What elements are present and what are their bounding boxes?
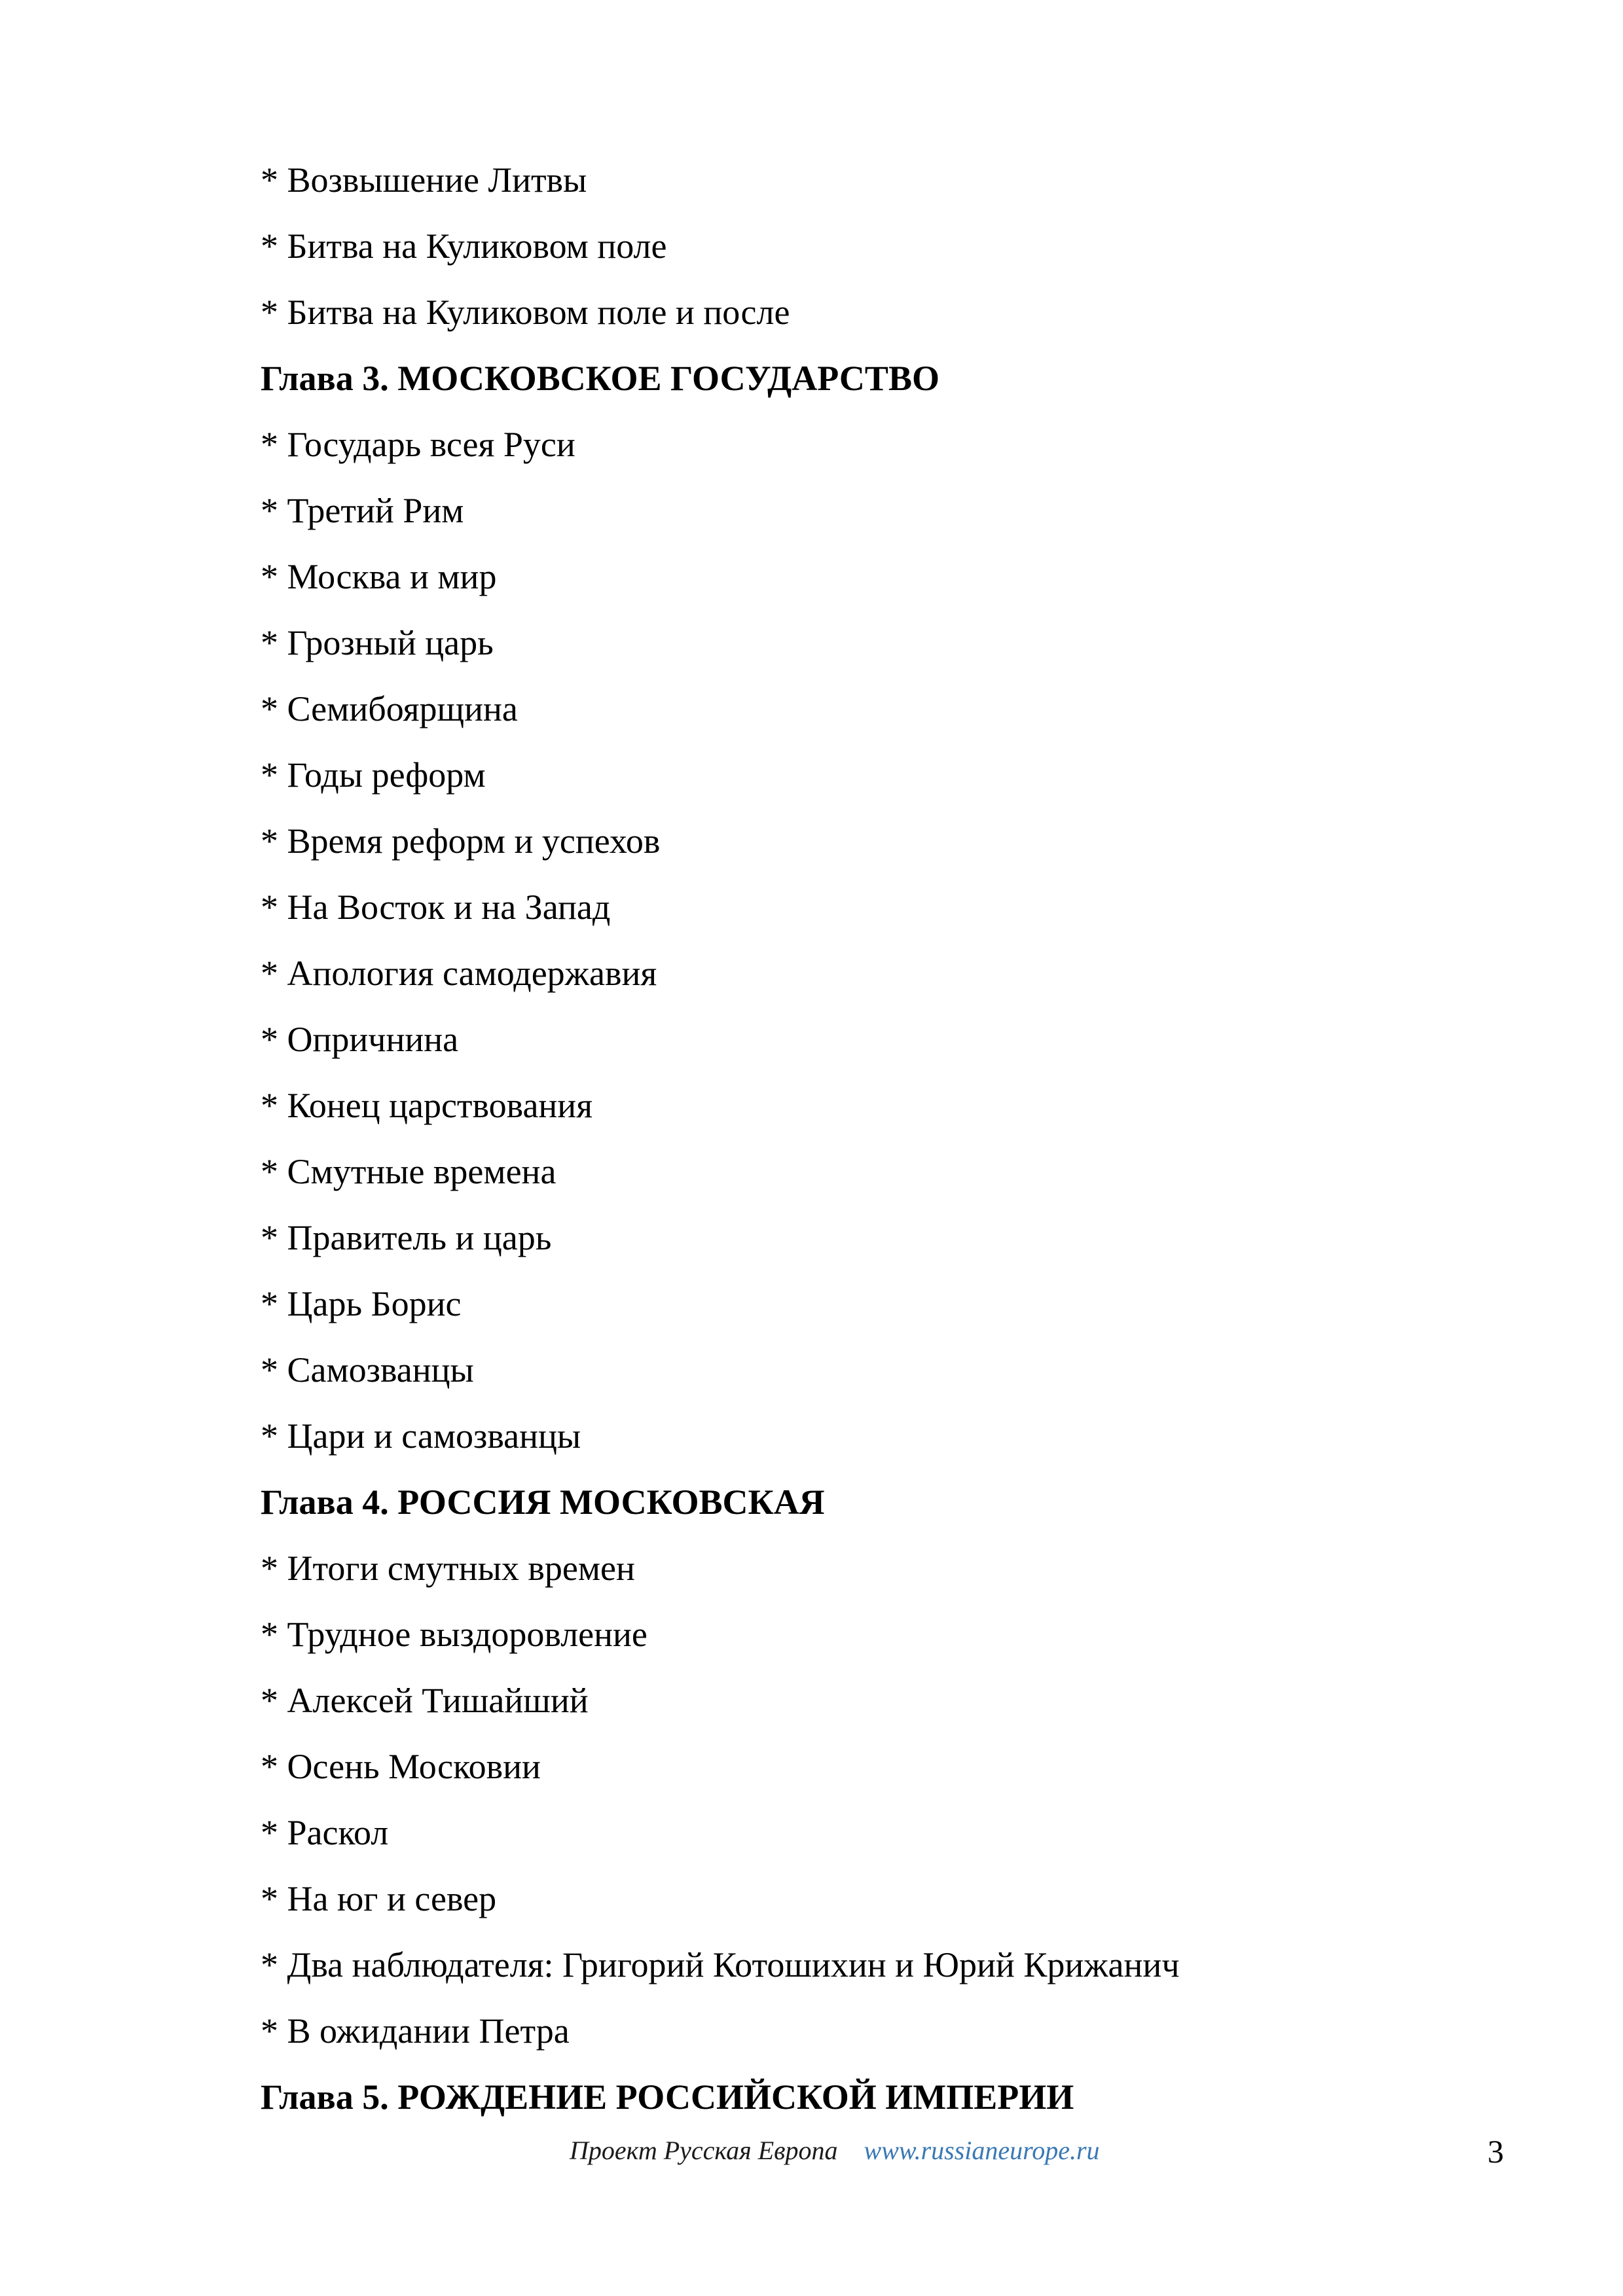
table-of-contents	[261, 147, 1504, 2130]
toc-entry: * Итоги смутных времен	[261, 1549, 635, 1588]
toc-entry: * Государь всея Руси	[261, 425, 575, 464]
toc-entry: * Грозный царь	[261, 623, 494, 662]
toc-entry: * Алексей Тишайший	[261, 1681, 589, 1720]
toc-entry: * Битва на Куликовом поле и после	[261, 293, 790, 332]
toc-entry: * Трудное выздоровление	[261, 1615, 647, 1654]
toc-entry: * Два наблюдателя: Григорий Котошихин и Юрий Крижанич	[261, 1945, 1180, 1984]
toc-entry: * Осень Московии	[261, 1747, 541, 1786]
chapter-heading: Глава 3. МОСКОВСКОЕ ГОСУДАРСТВО	[261, 359, 939, 398]
page-number: 3	[1487, 2133, 1504, 2170]
toc-entry: * Конец царствования	[261, 1086, 593, 1125]
toc-entry: * Возвышение Литвы	[261, 160, 587, 200]
toc-entry: * Семибоярщина	[261, 689, 518, 728]
toc-entry: * Апология самодержавия	[261, 954, 657, 993]
page-footer	[570, 2135, 1100, 2166]
toc-entry: * Битва на Куликовом поле	[261, 226, 667, 266]
toc-entry: * Смутные времена	[261, 1152, 556, 1191]
footer-website-link[interactable]: www.russianeurope.ru	[864, 2136, 1100, 2165]
toc-entry: * Царь Борис	[261, 1284, 462, 1323]
toc-entry: * Москва и мир	[261, 557, 497, 596]
toc-entry: * В ожидании Петра	[261, 2011, 570, 2051]
toc-entry: * На Восток и на Запад	[261, 888, 611, 927]
toc-entry: * Правитель и царь	[261, 1218, 552, 1257]
footer-project-name: Проект Русская Европа	[570, 2136, 838, 2165]
chapter-heading: Глава 4. РОССИЯ МОСКОВСКАЯ	[261, 1482, 825, 1522]
toc-entry: * Самозванцы	[261, 1350, 474, 1390]
toc-entry: * Раскол	[261, 1813, 389, 1852]
toc-entry: * Годы реформ	[261, 755, 486, 795]
toc-entry: * Опричнина	[261, 1020, 459, 1059]
toc-entry: * Время реформ и успехов	[261, 821, 661, 861]
toc-entry: * Цари и самозванцы	[261, 1416, 581, 1456]
toc-entry: * Третий Рим	[261, 491, 464, 530]
toc-entry: * На юг и север	[261, 1879, 497, 1918]
chapter-heading: Глава 5. РОЖДЕНИЕ РОССИЙСКОЙ ИМПЕРИИ	[261, 2077, 1074, 2117]
